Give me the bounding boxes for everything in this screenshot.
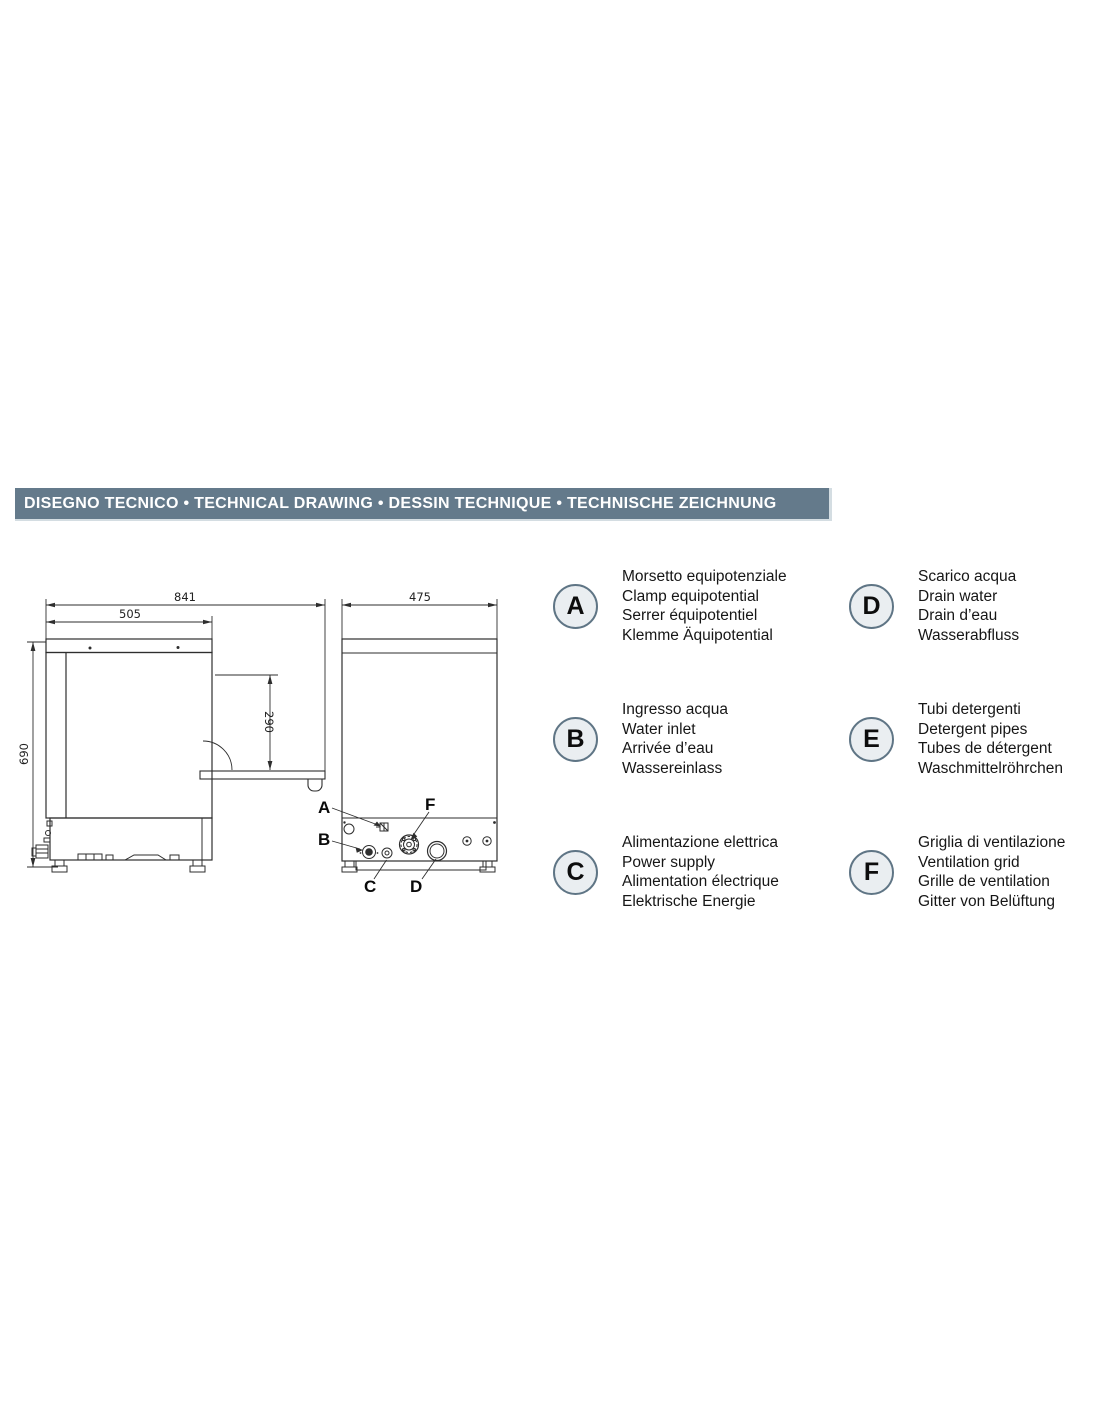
rear-view-base [342,861,495,872]
legend-line: Griglia di ventilazione [918,834,1066,851]
legend-line: Elektrische Energie [622,892,756,910]
side-view-open-door [200,741,325,791]
legend-line: Morsetto equipotenziale [622,568,787,585]
power-supply-icon [382,848,392,858]
legend-line: Ventilation grid [918,853,1020,871]
legend-line: Klemme Äquipotential [622,626,773,644]
side-view-body [46,639,212,818]
ventilation-grid-icon [400,835,419,854]
badge-c: C [553,850,598,895]
drain-water-icon [428,842,447,861]
legend-line: Drain d’eau [918,607,998,624]
marker-a: A [318,798,331,817]
marker-c: C [364,877,377,896]
dim-690-label: 690 [17,743,31,765]
legend-line: Serrer équipotentiel [622,607,758,624]
legend-line: Alimentazione elettrica [622,834,778,851]
badge-d: D [849,584,894,629]
legend-line: Clamp equipotential [622,587,760,605]
side-view-fittings [32,821,52,858]
section-header-bar [15,488,832,521]
legend-item-f [849,833,1065,911]
detergent-pipes-icon [463,837,491,845]
dim-475-label: 475 [409,590,431,604]
marker-b: B [318,830,331,849]
dim-290-label: 290 [262,711,276,733]
legend-line: Tubi detergenti [918,701,1021,718]
legend-line: Power supply [622,853,716,871]
rear-view-body [342,639,497,861]
legend-item-b [553,700,728,778]
legend-line: Gitter von Belüftung [918,892,1055,910]
dimension-door-drop [215,675,278,770]
legend-line: Grille de ventilation [918,873,1050,890]
technical-drawing-svg [0,580,560,910]
water-inlet-icon [360,846,379,859]
legend-line: Waschmittelröhrchen [918,759,1064,777]
legend-line: Alimentation électrique [622,873,779,890]
legend-item-c [553,833,779,911]
dim-505-label: 505 [119,607,141,621]
dimension-overall-depth [46,590,325,771]
legend-line: Wassereinlass [622,759,723,777]
legend-line: Drain water [918,587,998,605]
legend-line: Arrivée d’eau [622,740,714,757]
legend-line: Tubes de détergent [918,740,1052,757]
panel-hole-icon [344,824,354,834]
legend-line: Scarico acqua [918,568,1017,585]
legend-line: Ingresso acqua [622,701,728,718]
legend-item-e [849,700,1063,778]
side-view-base [50,818,212,872]
section-title: DISEGNO TECNICO • TECHNICAL DRAWING • DESSIN TECHNIQUE • TECHNISCHE ZEICHNUNG [24,494,777,512]
rear-view-connectors [343,821,496,860]
legend-line: Wasserabfluss [918,626,1020,644]
dim-841-label: 841 [174,590,196,604]
badge-a: A [553,584,598,629]
corner-screw-icon [493,821,496,824]
side-view [17,590,325,872]
dimension-body-depth [46,607,212,639]
badge-f: F [849,850,894,895]
badge-b: B [553,717,598,762]
legend-item-d [849,567,1019,645]
badge-e: E [849,717,894,762]
marker-d: D [410,877,423,896]
marker-f: F [425,795,436,814]
legend-line: Detergent pipes [918,720,1028,738]
corner-screw-icon [343,821,345,823]
dimension-width [342,590,497,639]
rear-view [318,590,497,896]
dimension-height [17,642,58,867]
legend-item-a [553,567,787,645]
legend-line: Water inlet [622,720,696,738]
